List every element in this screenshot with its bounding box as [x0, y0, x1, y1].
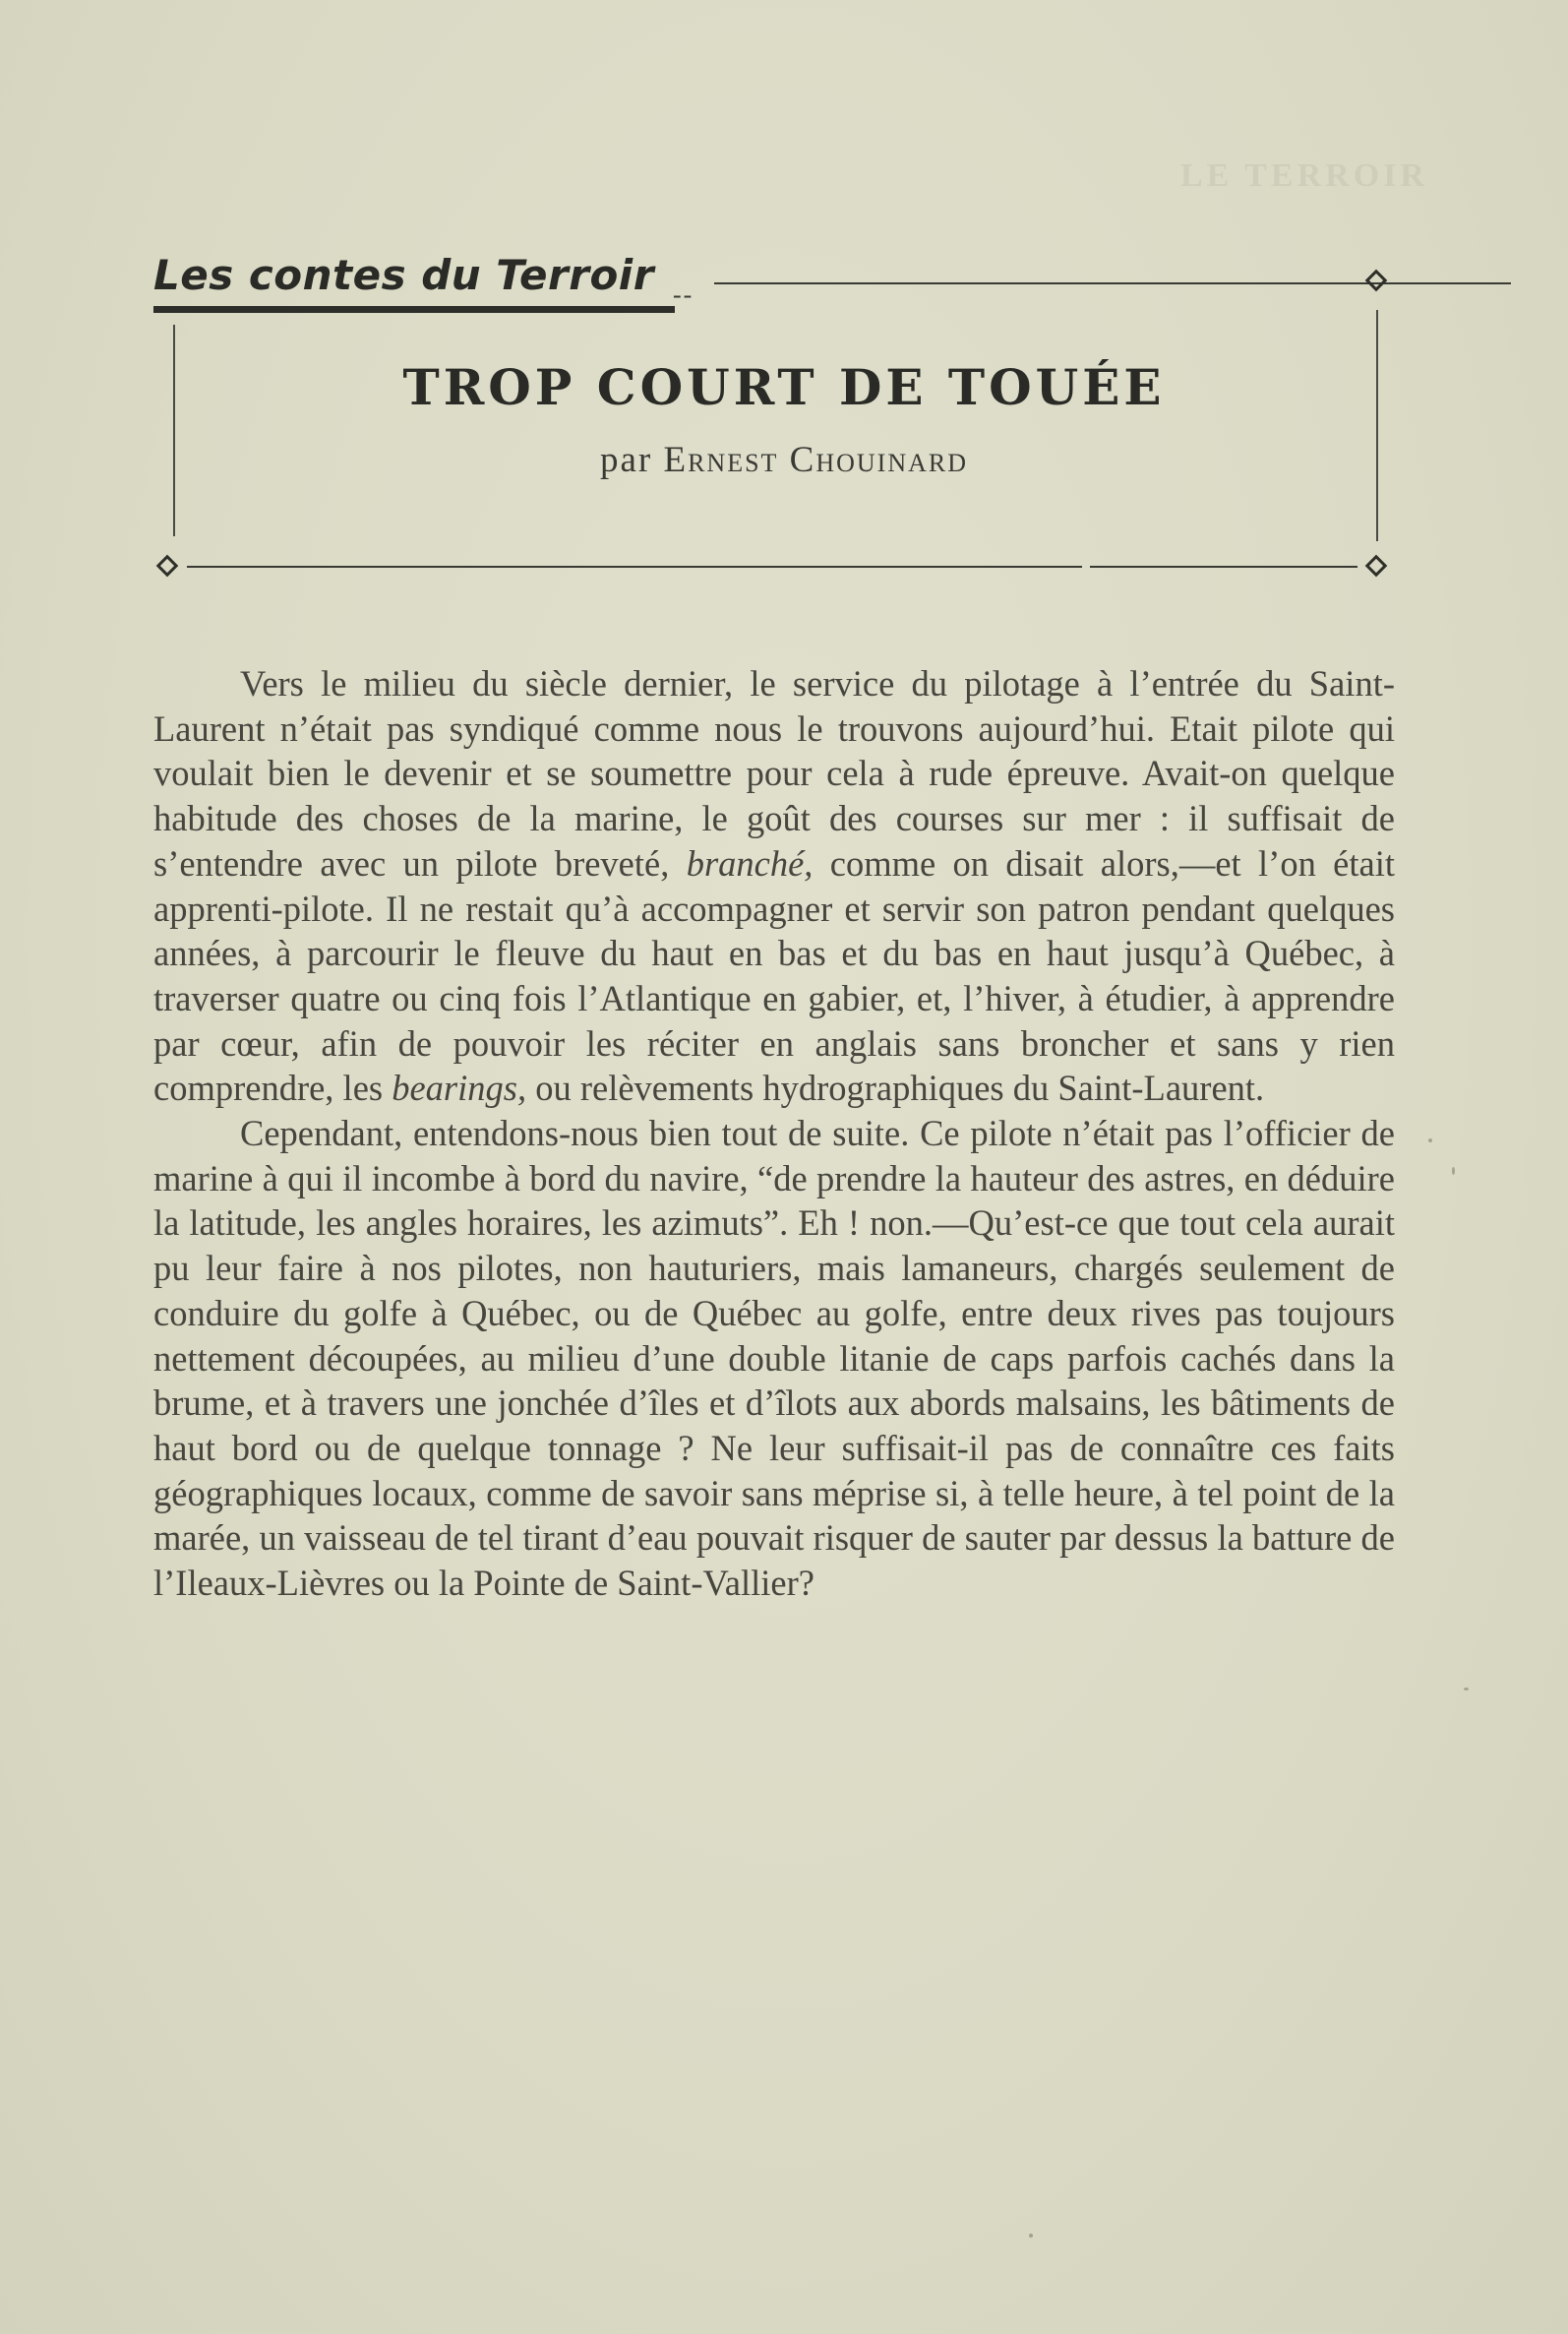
text-run: Vers le milieu du siècle dernier, le service du pilotage à l’entrée du Saint-Laurent n’était pas syndiqué comme nous le trouvons aujourd’hui. Etait pilote qui voulait bien le devenir et se soumettre pour cela à rude épreuve. Avait-on quelque habitude des choses de la marine, le goût des courses sur mer : il suffisait de s’entendre avec un pilote breveté,	[153, 663, 1395, 884]
frame-left-rule	[173, 325, 175, 536]
section-header	[153, 251, 1395, 310]
paragraph-2	[153, 1111, 1395, 1606]
italic-run: branché,	[686, 842, 814, 884]
text-run: comme on disait alors,—et l’on était apprenti-pilote. Il ne restait qu’à accompagner et servir son patron pendant quelques années, à parcourir le fleuve du haut en bas et du bas en haut jusqu’à Québec, à traverser quatre ou cinq fois l’Atlantique en gabier, et, l’hiver, à étudier, à apprendre par cœur, afin de pouvoir les réciter en anglais sans broncher et sans y rien comprendre, les	[153, 842, 1395, 1109]
text-run: Cependant, entendons-nous bien tout de suite. Ce pilote n’était pas l’officier de marine à qui il incombe à bord du navire, “de prendre la hauteur des astres, en déduire la latitude, les angles horaires, les azimuts”. Eh ! non.—Qu’est-ce que tout cela aurait pu leur faire à nos pilotes, non hauturiers, mais lamaneurs, chargés seulement de conduire du golfe à Québec, ou de Québec au golfe, entre deux rives pas toujours nettement découpées, au milieu d’une double litanie de caps parfois cachés dans la brume, et à travers une jonchée d’îles et d’îlots aux abords malsains, les bâtiments de haut bord ou de quelque tonnage ? Ne leur suffisait-il pas de connaître ces faits géographiques locaux, comme de savoir sans méprise si, à telle heure, à tel point de la marée, un vaisseau de tel tirant d’eau pouvait risquer de sauter par dessus la batture de l’Ileaux-Lièvres ou la Pointe de Saint-Vallier?	[153, 1113, 1395, 1604]
story-title: TROP COURT DE TOUÉE	[402, 358, 1166, 416]
story-body	[153, 661, 1395, 1606]
text-run: ou relèvements hydrographiques du Saint-Laurent.	[526, 1068, 1265, 1109]
byline-prefix: par	[599, 440, 653, 480]
frame-right-rule	[1376, 310, 1378, 541]
author-first-name: Ernest	[663, 440, 779, 480]
diamond-ornament-icon	[1365, 555, 1388, 578]
header-rule	[714, 282, 1511, 284]
running-head-show-through: LE TERROIR	[1180, 157, 1428, 194]
byline	[0, 439, 1568, 481]
header-dashes: --	[673, 280, 694, 309]
bottom-rule	[1090, 566, 1357, 568]
italic-run: bearings,	[392, 1068, 527, 1109]
diamond-ornament-icon	[156, 555, 179, 578]
paper-speck	[1428, 1138, 1432, 1142]
paper-speck	[1029, 2234, 1033, 2238]
paper-speck	[1452, 1167, 1455, 1175]
section-title-underline	[153, 306, 675, 313]
paper-speck	[1464, 1688, 1469, 1690]
section-title: Les contes du Terroir	[153, 251, 654, 299]
author-last-name: Chouinard	[789, 440, 969, 480]
paragraph-1	[153, 661, 1395, 1111]
bottom-rule	[187, 566, 1082, 568]
